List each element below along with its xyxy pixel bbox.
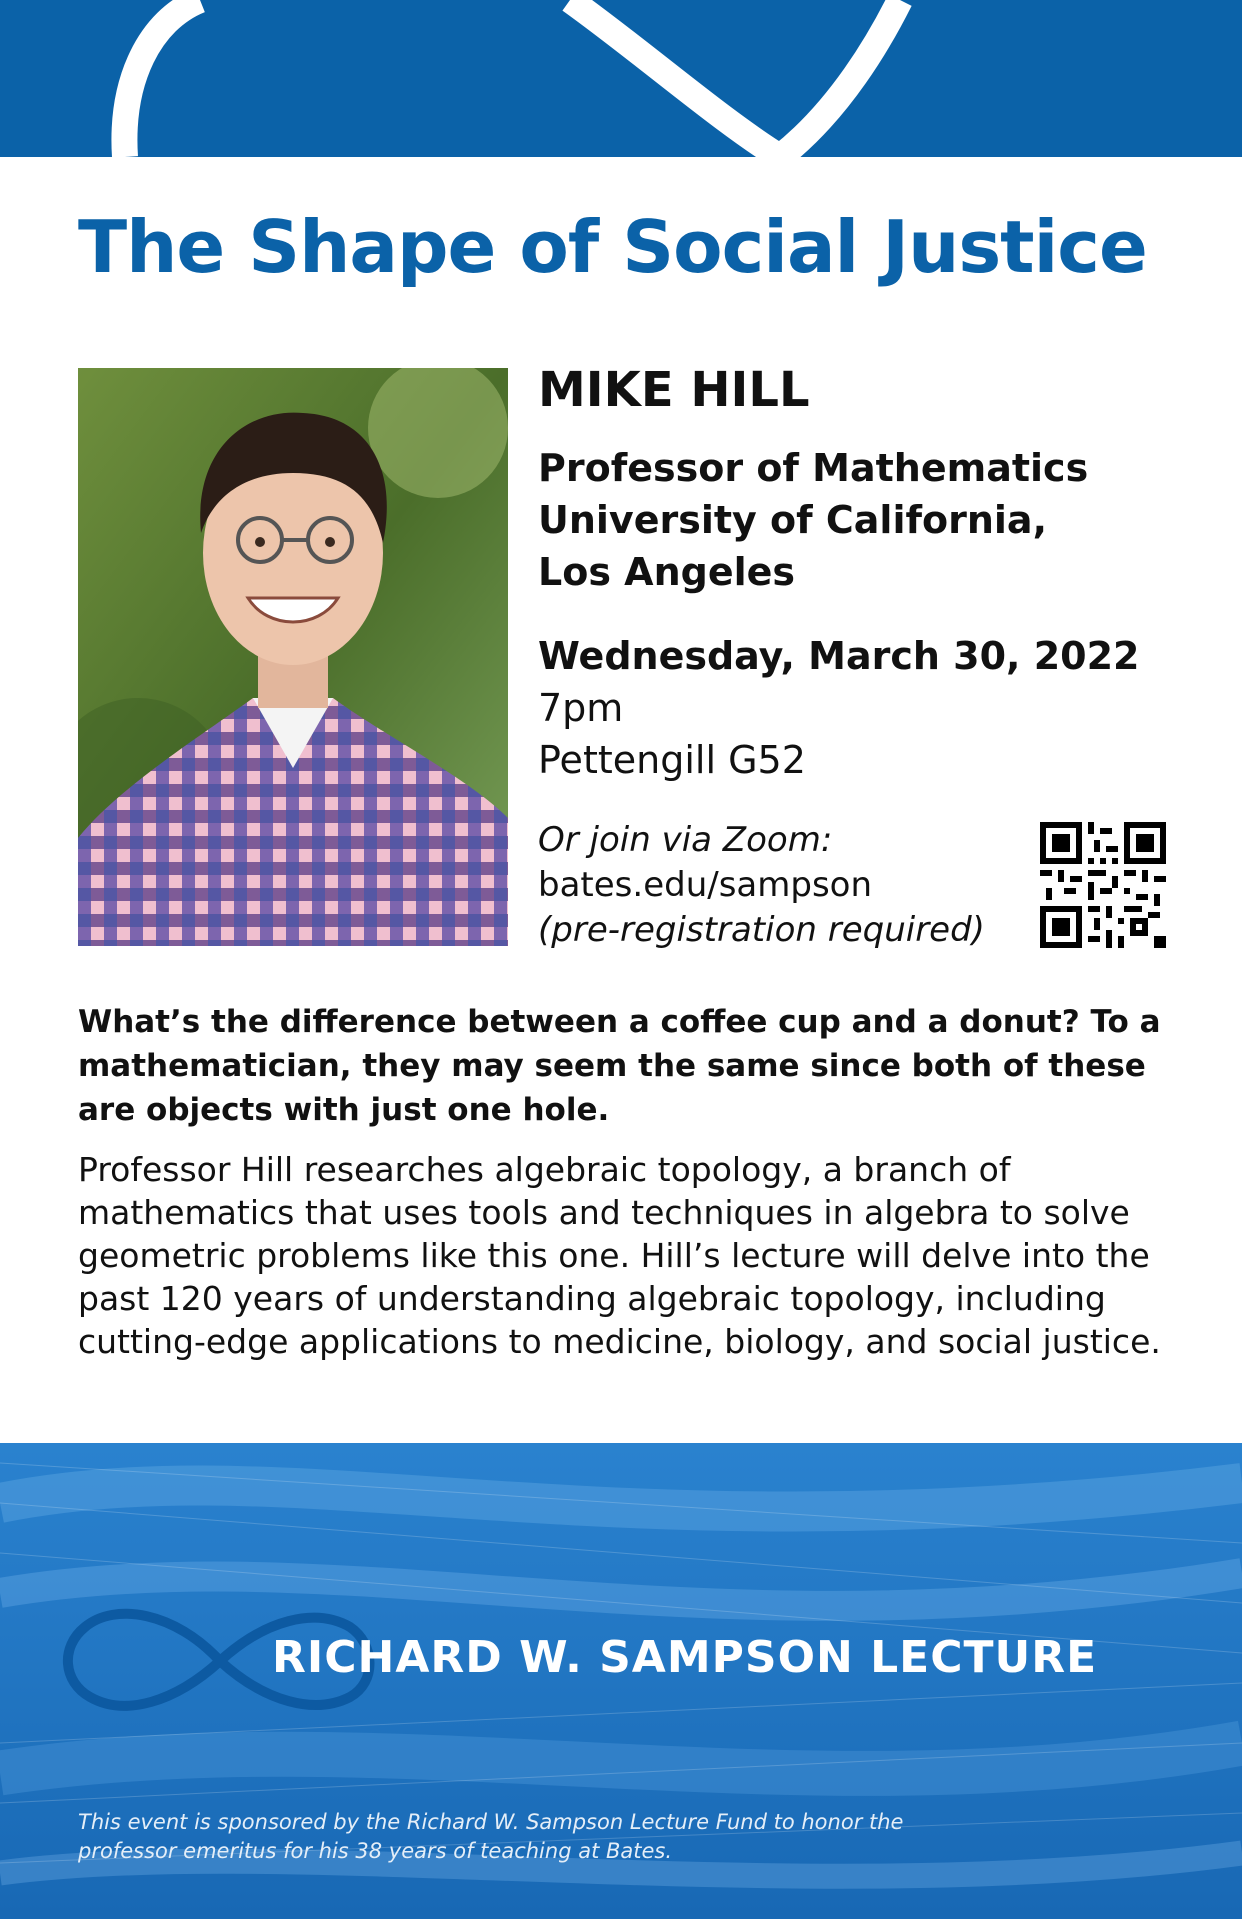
speaker-info (538, 360, 1178, 786)
speaker-affiliation (538, 442, 1178, 598)
event-date: Wednesday, March 30, 2022 (538, 634, 1140, 678)
page-title: The Shape of Social Justice (78, 205, 1147, 289)
lecture-series-title: RICHARD W. SAMPSON LECTURE (272, 1632, 1098, 1683)
qr-code-icon[interactable] (1040, 822, 1166, 948)
zoom-intro: Or join via Zoom: (538, 820, 833, 860)
affiliation-line: University of California, (538, 498, 1048, 542)
lead-paragraph: What’s the difference between a coffee cup and a donut? To a mathematician, they may seem the same since both of these are objects with just one hole. (78, 1004, 1161, 1128)
header-banner (0, 0, 1242, 157)
event-location: Pettengill G52 (538, 738, 806, 782)
speaker-photo (78, 368, 508, 946)
speaker-name: MIKE HILL (538, 362, 810, 418)
affiliation-line: Professor of Mathematics (538, 446, 1089, 490)
zoom-info (538, 818, 985, 953)
description-paragraph: Professor Hill researches algebraic topology, a branch of mathematics that uses tools and techniques in algebra to solve geometric problems like this one. Hill’s lecture will delve into the past 120 years of understanding algebraic topology, including cutting-edge applications to medicine, biology, and social justice. (78, 1150, 1161, 1361)
event-time: 7pm (538, 686, 624, 730)
sponsor-note: This event is sponsored by the Richard W. Sampson Lecture Fund to honor the professor emeritus for his 38 years of teaching at Bates. (78, 1810, 904, 1863)
lecture-description (78, 1000, 1178, 1363)
zoom-link[interactable]: bates.edu/sampson (538, 865, 873, 905)
affiliation-line: Los Angeles (538, 550, 796, 594)
zoom-note: (pre-registration required) (538, 910, 985, 950)
